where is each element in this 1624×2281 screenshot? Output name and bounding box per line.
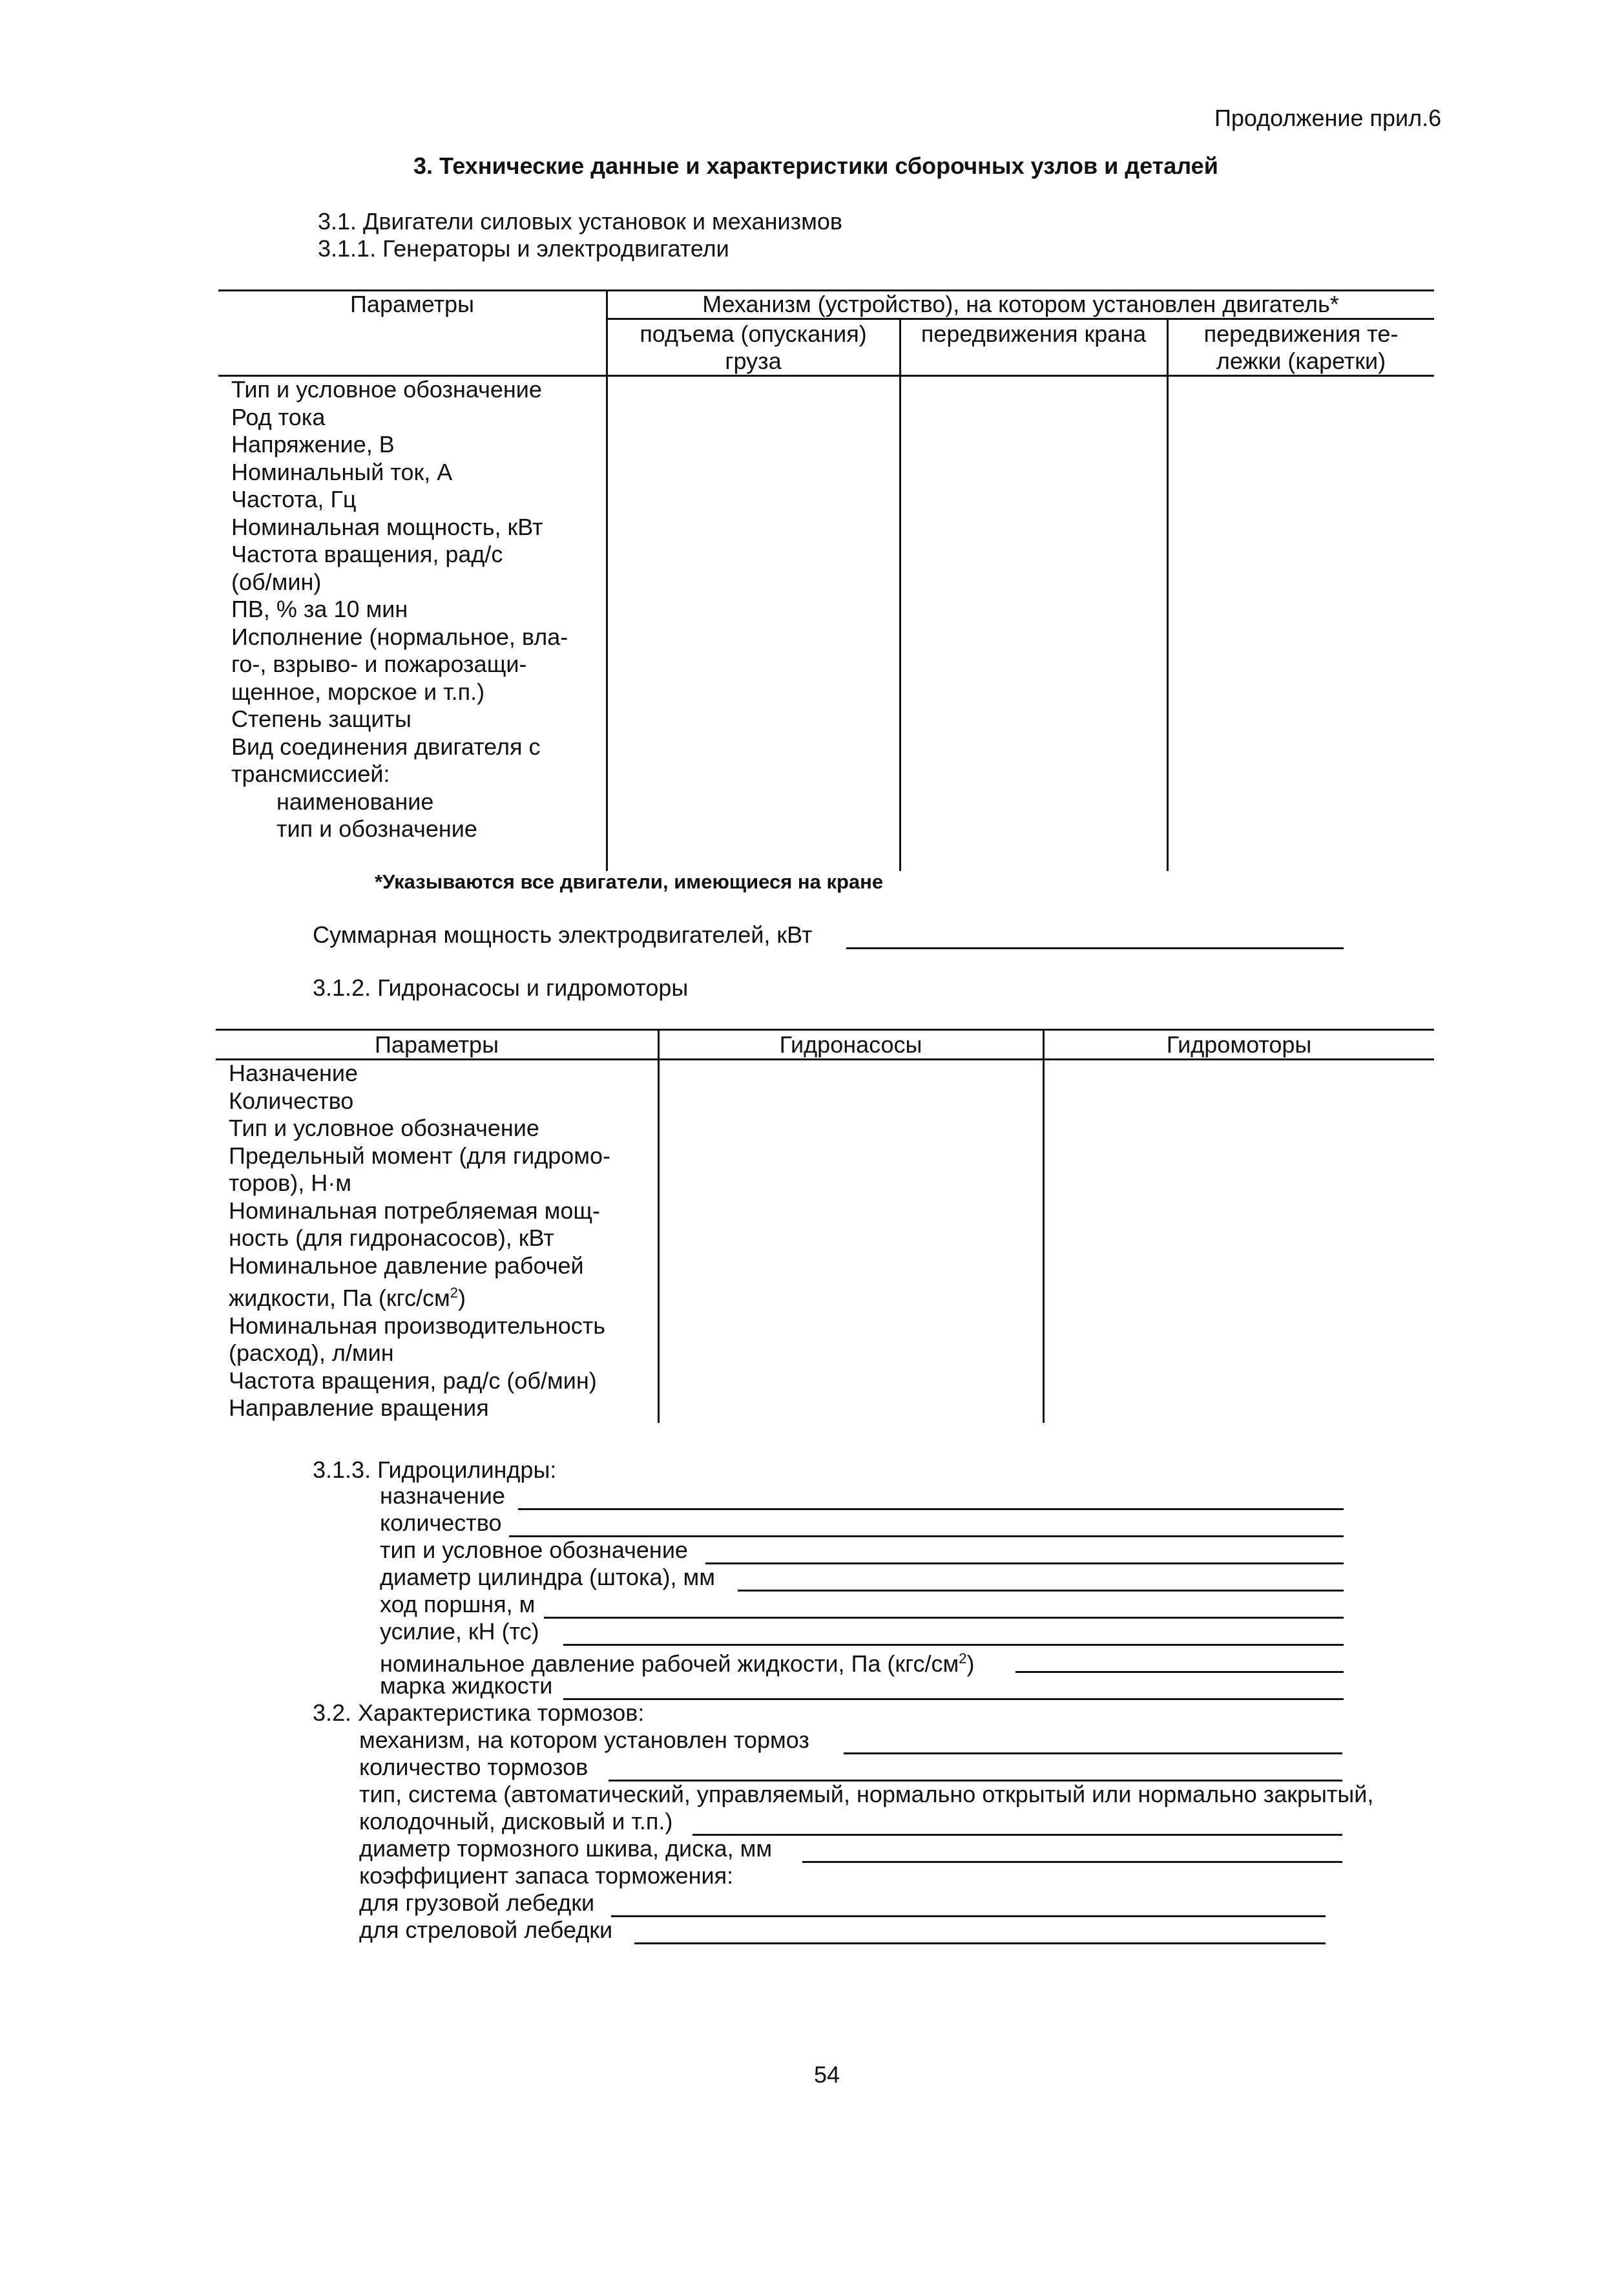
continuation-note: Продолжение прил.6 <box>1214 105 1442 131</box>
table-row: щенное, морское и т.п.) <box>231 678 485 705</box>
table-row: Номинальное давление рабочей <box>229 1252 584 1279</box>
table-row: торов), Н·м <box>229 1170 352 1196</box>
field-label: механизм, на котором установлен тормоз <box>359 1727 809 1753</box>
page-number: 54 <box>814 2061 840 2088</box>
field-label: тип, система (автоматический, управляемый, нормально открытый или нормально закрытый, <box>359 1781 1374 1807</box>
table-col-divider <box>606 289 608 871</box>
param-column-header: Параметры <box>350 291 474 317</box>
table-col-divider <box>1167 319 1169 871</box>
table-row <box>229 1279 610 1312</box>
table-footnote: *Указываются все двигатели, имеющиеся на кране <box>375 870 884 893</box>
field-line[interactable] <box>611 1915 1326 1917</box>
table-row: наименование <box>276 788 434 815</box>
table-row: Вид соединения двигателя с <box>231 733 541 760</box>
field-label: диаметр цилиндра (штока), мм <box>380 1564 716 1590</box>
table-rule-top <box>216 1029 1434 1031</box>
table-row: Степень защиты <box>231 706 411 732</box>
field-label: марка жидкости <box>380 1672 553 1699</box>
superscript: 2 <box>450 1285 458 1301</box>
table-row: Исполнение (нормальное, вла- <box>231 623 568 650</box>
subsection-3-1: 3.1. Двигатели силовых установок и механизмов <box>318 208 843 235</box>
column-header-pumps: Гидронасосы <box>779 1031 922 1058</box>
field-line[interactable] <box>705 1562 1344 1564</box>
table-row: ность (для гидронасосов), кВт <box>229 1225 554 1251</box>
row-suffix: ) <box>457 1285 466 1311</box>
subsection-3-2: 3.2. Характеристика тормозов: <box>313 1699 645 1726</box>
table-row: тип и обозначение <box>276 815 477 842</box>
table-row: (об/мин) <box>231 568 322 595</box>
table-row: Частота вращения, рад/с <box>231 541 503 567</box>
table-row: Тип и условное обозначение <box>229 1115 539 1141</box>
table-row: Род тока <box>231 403 326 430</box>
total-power-label: Суммарная мощность электродвигателей, кВт <box>313 921 813 948</box>
section-title: 3. Технические данные и характеристики сборочных узлов и деталей <box>413 152 1218 179</box>
table-row: Частота, Гц <box>231 486 357 512</box>
field-label: количество <box>380 1509 502 1536</box>
table-row: Напряжение, В <box>231 431 395 457</box>
field-label: коэффициент запаса торможения: <box>359 1862 734 1889</box>
subsection-3-1-3: 3.1.3. Гидроцилиндры: <box>313 1456 557 1483</box>
field-label: назначение <box>380 1482 505 1509</box>
table-row: Направление вращения <box>229 1394 489 1421</box>
column-header-trolley: лежки (каретки) <box>1216 348 1386 374</box>
table-row: го-, взрыво- и пожарозащи- <box>231 651 527 677</box>
table-rule-group <box>607 318 1434 320</box>
table-row: Предельный момент (для гидромо- <box>229 1142 611 1169</box>
row-text: жидкости, Па (кгс/см <box>229 1285 450 1311</box>
field-suffix: ) <box>966 1650 975 1677</box>
field-line[interactable] <box>802 1861 1342 1863</box>
field-line[interactable] <box>692 1834 1342 1836</box>
field-label: для грузовой лебедки <box>359 1889 595 1916</box>
table-row: Номинальная мощность, кВт <box>231 513 543 540</box>
table-row: Тип и условное обозначение <box>231 376 542 403</box>
field-text: номинальное давление рабочей жидкости, Па (кгс/см <box>380 1650 959 1677</box>
field-label: колодочный, дисковый и т.п.) <box>359 1808 673 1834</box>
field-label: количество тормозов <box>359 1754 588 1780</box>
parameter-list <box>231 376 568 843</box>
superscript: 2 <box>959 1650 967 1666</box>
field-line[interactable] <box>1015 1671 1344 1673</box>
column-header-lift: груза <box>725 348 782 374</box>
table-row: (расход), л/мин <box>229 1340 394 1366</box>
param-column-header: Параметры <box>375 1031 499 1058</box>
field-label: тип и условное обозначение <box>380 1537 688 1563</box>
field-label: усилие, кН (тс) <box>380 1618 539 1645</box>
field-line[interactable] <box>738 1590 1344 1592</box>
total-power-field[interactable] <box>846 947 1344 949</box>
column-header-lift: подъема (опускания) <box>640 321 867 347</box>
mechanism-group-header: Механизм (устройство), на котором установлен двигатель* <box>702 291 1339 317</box>
table-row: Частота вращения, рад/с (об/мин) <box>229 1367 597 1394</box>
column-header-trolley: передвижения те- <box>1203 321 1399 347</box>
table-col-divider <box>899 319 901 871</box>
field-line[interactable] <box>563 1698 1344 1700</box>
field-label: диаметр тормозного шкива, диска, мм <box>359 1835 773 1862</box>
table-col-divider <box>658 1029 660 1423</box>
subsection-3-1-1: 3.1.1. Генераторы и электродвигатели <box>318 235 729 262</box>
field-line[interactable] <box>634 1942 1326 1944</box>
table-row: трансмиссией: <box>231 761 390 787</box>
parameter-list <box>229 1060 610 1422</box>
subsection-3-1-2: 3.1.2. Гидронасосы и гидромоторы <box>313 974 689 1001</box>
table-row: ПВ, % за 10 мин <box>231 596 408 622</box>
table-row: Номинальный ток, А <box>231 458 453 485</box>
table-row: Назначение <box>229 1060 359 1086</box>
field-label: для стреловой лебедки <box>359 1917 613 1943</box>
field-line[interactable] <box>518 1508 1344 1510</box>
column-header-motors: Гидромоторы <box>1166 1031 1312 1058</box>
field-label: ход поршня, м <box>380 1591 536 1617</box>
field-line[interactable] <box>544 1617 1344 1619</box>
table-col-divider <box>1043 1029 1045 1423</box>
table-row: Номинальная производительность <box>229 1312 605 1339</box>
field-line[interactable] <box>844 1752 1342 1754</box>
table-row: Номинальная потребляемая мощ- <box>229 1197 600 1224</box>
column-header-crane-travel: передвижения крана <box>921 321 1147 347</box>
table-row: Количество <box>229 1087 354 1114</box>
